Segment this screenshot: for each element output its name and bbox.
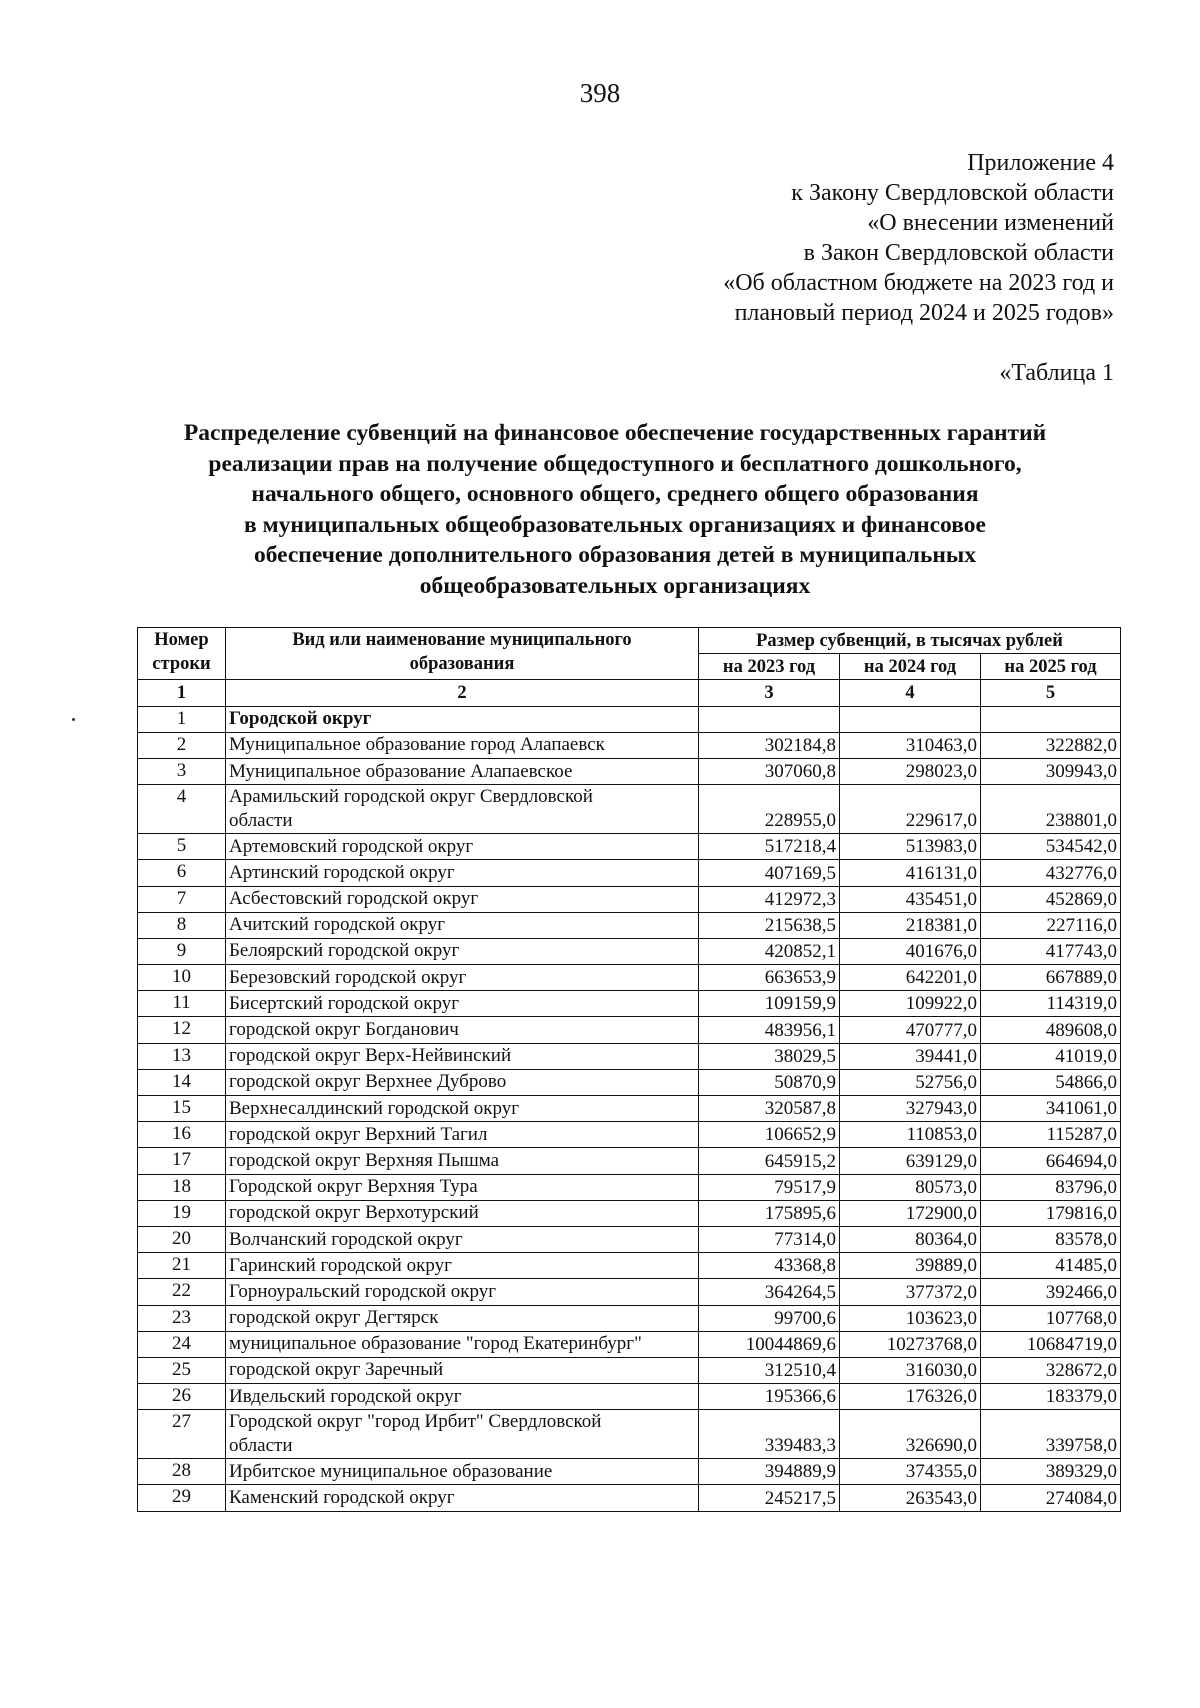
value-2024: 326690,0 — [840, 1410, 981, 1459]
document-title — [150, 418, 1080, 601]
value-2023: 364264,5 — [699, 1279, 840, 1305]
value-2023: 339483,3 — [699, 1410, 840, 1459]
value-2023: 50870,9 — [699, 1069, 840, 1095]
municipality-name — [226, 1043, 699, 1069]
column-number: 1 — [138, 680, 226, 706]
municipality-name — [226, 1069, 699, 1095]
value-2024: 374355,0 — [840, 1459, 981, 1485]
table-row — [138, 991, 1121, 1017]
table-row — [138, 732, 1121, 758]
row-number: 27 — [138, 1410, 226, 1459]
value-2024: 310463,0 — [840, 732, 981, 758]
row-number: 9 — [138, 938, 226, 964]
value-2025: 83796,0 — [981, 1174, 1121, 1200]
header-year-2024: на 2024 год — [840, 654, 981, 680]
value-2024: 218381,0 — [840, 912, 981, 938]
municipality-name-line: городской округ Дегтярск — [229, 1307, 439, 1329]
municipality-name-line: муниципальное образование "город Екатеринбург" — [229, 1333, 642, 1355]
table-header — [138, 628, 1121, 707]
value-2025: 274084,0 — [981, 1485, 1121, 1511]
value-2025 — [981, 706, 1121, 732]
appendix-reference — [723, 148, 1114, 328]
municipality-name-line: городской округ Верх-Нейвинский — [229, 1045, 512, 1067]
row-number: 29 — [138, 1485, 226, 1511]
value-2025: 115287,0 — [981, 1122, 1121, 1148]
municipality-name-line: области — [229, 1435, 293, 1457]
municipality-name-line: городской округ Богданович — [229, 1019, 459, 1041]
table-row — [138, 1279, 1121, 1305]
value-2025: 489608,0 — [981, 1017, 1121, 1043]
municipality-name-line: Артемовский городской округ — [229, 835, 474, 857]
municipality-name-line: Арамильский городской округ Свердловской — [229, 786, 593, 808]
municipality-name — [226, 1331, 699, 1357]
municipality-name — [226, 1122, 699, 1148]
value-2024: 470777,0 — [840, 1017, 981, 1043]
value-2024: 298023,0 — [840, 758, 981, 784]
value-2024: 172900,0 — [840, 1200, 981, 1226]
value-2023: 483956,1 — [699, 1017, 840, 1043]
value-2023: 215638,5 — [699, 912, 840, 938]
table-row — [138, 1174, 1121, 1200]
row-number: 19 — [138, 1200, 226, 1226]
table-row — [138, 1122, 1121, 1148]
title-line: обеспечение дополнительного образования детей в муниципальных — [253, 542, 977, 568]
value-2024: 39441,0 — [840, 1043, 981, 1069]
municipality-name — [226, 1305, 699, 1331]
appendix-line: в Закон Свердловской области — [803, 240, 1114, 266]
row-number: 26 — [138, 1384, 226, 1410]
row-number: 21 — [138, 1253, 226, 1279]
value-2025: 392466,0 — [981, 1279, 1121, 1305]
value-2023: 175895,6 — [699, 1200, 840, 1226]
row-number: 22 — [138, 1279, 226, 1305]
municipality-name-line: Ивдельский городской округ — [229, 1385, 462, 1407]
row-number: 7 — [138, 886, 226, 912]
row-number: 13 — [138, 1043, 226, 1069]
value-2024: 401676,0 — [840, 938, 981, 964]
table-row — [138, 1148, 1121, 1174]
value-2023: 10044869,6 — [699, 1331, 840, 1357]
table-row — [138, 834, 1121, 860]
municipality-name — [226, 1253, 699, 1279]
municipality-name — [226, 1200, 699, 1226]
municipality-name — [226, 785, 699, 834]
table-row — [138, 785, 1121, 834]
municipality-name — [226, 1410, 699, 1459]
municipality-name-line: Артинский городской округ — [229, 861, 455, 883]
value-2023: 77314,0 — [699, 1226, 840, 1252]
row-number: 4 — [138, 785, 226, 834]
municipality-name-line: городской округ Верхотурский — [229, 1202, 479, 1224]
column-number: 4 — [840, 680, 981, 706]
municipality-name-line: Асбестовский городской округ — [229, 888, 479, 910]
header-text: образования — [409, 654, 515, 674]
table-row — [138, 860, 1121, 886]
value-2023: 394889,9 — [699, 1459, 840, 1485]
value-2025: 664694,0 — [981, 1148, 1121, 1174]
row-number: 14 — [138, 1069, 226, 1095]
row-number: 16 — [138, 1122, 226, 1148]
value-2024: 513983,0 — [840, 834, 981, 860]
municipality-name — [226, 886, 699, 912]
column-number-row — [138, 680, 1121, 706]
value-2024: 10273768,0 — [840, 1331, 981, 1357]
value-2023: 245217,5 — [699, 1485, 840, 1511]
municipality-name-line: Каменский городской округ — [229, 1487, 455, 1509]
table-row — [138, 1253, 1121, 1279]
page-number: 398 — [579, 78, 621, 108]
value-2025: 328672,0 — [981, 1357, 1121, 1383]
value-2023: 407169,5 — [699, 860, 840, 886]
municipality-name — [226, 938, 699, 964]
row-number: 28 — [138, 1459, 226, 1485]
municipality-name-line: Городской округ Верхняя Тура — [229, 1176, 478, 1198]
row-number: 25 — [138, 1357, 226, 1383]
appendix-line: плановый период 2024 и 2025 годов» — [734, 300, 1114, 326]
municipality-name — [226, 1226, 699, 1252]
municipality-name — [226, 834, 699, 860]
value-2025: 452869,0 — [981, 886, 1121, 912]
municipality-name-line: Бисертский городской округ — [229, 992, 460, 1014]
header-subvention-size: Размер субвенций, в тысячах рублей — [699, 628, 1121, 654]
table-row — [138, 1485, 1121, 1511]
municipality-name — [226, 732, 699, 758]
municipality-name-line: Гаринский городской округ — [229, 1254, 452, 1276]
row-number: 1 — [138, 706, 226, 732]
value-2024: 103623,0 — [840, 1305, 981, 1331]
value-2025: 183379,0 — [981, 1384, 1121, 1410]
header-row-number — [138, 628, 226, 680]
municipality-name-line: городской округ Верхняя Пышма — [229, 1149, 500, 1171]
value-2025: 179816,0 — [981, 1200, 1121, 1226]
header-year-2025: на 2025 год — [981, 654, 1121, 680]
table-row — [138, 706, 1121, 732]
table-row — [138, 758, 1121, 784]
municipality-name-line: Волчанский городской округ — [229, 1228, 463, 1250]
row-number: 12 — [138, 1017, 226, 1043]
value-2024: 642201,0 — [840, 965, 981, 991]
municipality-name-line: Горноуральский городской округ — [229, 1280, 497, 1302]
municipality-name — [226, 1174, 699, 1200]
title-line: начального общего, основного общего, среднего общего образования — [251, 481, 979, 507]
municipality-name — [226, 1017, 699, 1043]
value-2023 — [699, 706, 840, 732]
column-number: 2 — [226, 680, 699, 706]
municipality-name — [226, 991, 699, 1017]
row-number: 5 — [138, 834, 226, 860]
municipality-name-line: Городской округ — [229, 708, 372, 730]
header-text: Номер — [154, 630, 209, 650]
row-number: 11 — [138, 991, 226, 1017]
row-number: 6 — [138, 860, 226, 886]
header-row — [138, 628, 1121, 654]
value-2025: 83578,0 — [981, 1226, 1121, 1252]
value-2023: 106652,9 — [699, 1122, 840, 1148]
row-number: 17 — [138, 1148, 226, 1174]
table-row — [138, 912, 1121, 938]
value-2023: 99700,6 — [699, 1305, 840, 1331]
municipality-name — [226, 1148, 699, 1174]
table-reference: «Таблица 1 — [999, 360, 1114, 386]
value-2024: 39889,0 — [840, 1253, 981, 1279]
row-number: 15 — [138, 1096, 226, 1122]
municipality-name-line: области — [229, 810, 293, 832]
municipality-name — [226, 1485, 699, 1511]
value-2024: 327943,0 — [840, 1096, 981, 1122]
column-number: 3 — [699, 680, 840, 706]
row-number: 10 — [138, 965, 226, 991]
value-2023: 195366,6 — [699, 1384, 840, 1410]
title-line: Распределение субвенций на финансовое обеспечение государственных гарантий — [183, 420, 1047, 446]
municipality-name-line: Верхнесалдинский городской округ — [229, 1097, 520, 1119]
column-number: 5 — [981, 680, 1121, 706]
value-2023: 320587,8 — [699, 1096, 840, 1122]
table-row — [138, 1410, 1121, 1459]
value-2023: 109159,9 — [699, 991, 840, 1017]
value-2024: 176326,0 — [840, 1384, 981, 1410]
value-2023: 307060,8 — [699, 758, 840, 784]
value-2024: 52756,0 — [840, 1069, 981, 1095]
value-2025: 107768,0 — [981, 1305, 1121, 1331]
title-line: в муниципальных общеобразовательных организациях и финансовое — [244, 511, 986, 538]
value-2023: 517218,4 — [699, 834, 840, 860]
value-2025: 238801,0 — [981, 785, 1121, 834]
header-text: Вид или наименование муниципального — [292, 630, 632, 650]
row-number: 23 — [138, 1305, 226, 1331]
row-number: 2 — [138, 732, 226, 758]
value-2025: 417743,0 — [981, 938, 1121, 964]
header-year-2023: на 2023 год — [699, 654, 840, 680]
value-2025: 432776,0 — [981, 860, 1121, 886]
table-row — [138, 1384, 1121, 1410]
value-2024: 316030,0 — [840, 1357, 981, 1383]
value-2025: 227116,0 — [981, 912, 1121, 938]
value-2025: 667889,0 — [981, 965, 1121, 991]
table-row — [138, 1357, 1121, 1383]
table-row — [138, 1305, 1121, 1331]
value-2025: 322882,0 — [981, 732, 1121, 758]
value-2024: 435451,0 — [840, 886, 981, 912]
municipality-name — [226, 912, 699, 938]
subvention-table — [137, 627, 1121, 1512]
value-2025: 341061,0 — [981, 1096, 1121, 1122]
municipality-name-line: Березовский городской округ — [229, 966, 467, 988]
municipality-name-line: Ачитский городской округ — [229, 914, 446, 936]
appendix-line: «Об областном бюджете на 2023 год и — [723, 270, 1114, 296]
municipality-name — [226, 1384, 699, 1410]
value-2025: 309943,0 — [981, 758, 1121, 784]
value-2023: 312510,4 — [699, 1357, 840, 1383]
value-2024 — [840, 706, 981, 732]
value-2025: 41485,0 — [981, 1253, 1121, 1279]
municipality-name-line: Ирбитское муниципальное образование — [229, 1460, 553, 1482]
table-row — [138, 1459, 1121, 1485]
municipality-name-line: городской округ Верхний Тагил — [229, 1123, 488, 1145]
municipality-name-line: Муниципальное образование город Алапаевск — [229, 734, 605, 756]
header-text: строки — [152, 654, 211, 674]
table-row — [138, 1226, 1121, 1252]
value-2025: 41019,0 — [981, 1043, 1121, 1069]
value-2023: 43368,8 — [699, 1253, 840, 1279]
row-number: 3 — [138, 758, 226, 784]
value-2024: 109922,0 — [840, 991, 981, 1017]
appendix-line: к Закону Свердловской области — [791, 180, 1114, 206]
table-row — [138, 1017, 1121, 1043]
municipality-name-line: городской округ Заречный — [229, 1359, 444, 1381]
value-2024: 377372,0 — [840, 1279, 981, 1305]
table-row — [138, 938, 1121, 964]
value-2025: 54866,0 — [981, 1069, 1121, 1095]
municipality-name-line: Городской округ "город Ирбит" Свердловской — [229, 1411, 602, 1433]
row-number: 20 — [138, 1226, 226, 1252]
value-2024: 80573,0 — [840, 1174, 981, 1200]
municipality-name — [226, 1279, 699, 1305]
value-2024: 229617,0 — [840, 785, 981, 834]
municipality-name-line: Муниципальное образование Алапаевское — [229, 760, 573, 782]
municipality-name — [226, 1459, 699, 1485]
value-2024: 110853,0 — [840, 1122, 981, 1148]
row-number: 24 — [138, 1331, 226, 1357]
value-2023: 420852,1 — [699, 938, 840, 964]
table-row — [138, 965, 1121, 991]
value-2023: 79517,9 — [699, 1174, 840, 1200]
value-2025: 389329,0 — [981, 1459, 1121, 1485]
value-2025: 534542,0 — [981, 834, 1121, 860]
municipality-name-line: городской округ Верхнее Дуброво — [229, 1071, 507, 1093]
value-2025: 10684719,0 — [981, 1331, 1121, 1357]
table-row — [138, 1331, 1121, 1357]
value-2024: 639129,0 — [840, 1148, 981, 1174]
row-number: 8 — [138, 912, 226, 938]
municipality-name — [226, 860, 699, 886]
municipality-name-line: Белоярский городской округ — [229, 940, 460, 962]
appendix-line: «О внесении изменений — [867, 210, 1114, 236]
table-row — [138, 1069, 1121, 1095]
value-2024: 416131,0 — [840, 860, 981, 886]
value-2023: 645915,2 — [699, 1148, 840, 1174]
table-row — [138, 886, 1121, 912]
title-line: реализации прав на получение общедоступного и бесплатного дошкольного, — [208, 450, 1022, 477]
row-number: 18 — [138, 1174, 226, 1200]
value-2025: 339758,0 — [981, 1410, 1121, 1459]
header-municipality — [226, 628, 699, 680]
value-2024: 263543,0 — [840, 1485, 981, 1511]
title-line: общеобразовательных организациях — [419, 572, 811, 599]
value-2025: 114319,0 — [981, 991, 1121, 1017]
value-2023: 302184,8 — [699, 732, 840, 758]
municipality-name — [226, 758, 699, 784]
table-body — [138, 706, 1121, 1511]
appendix-line: Приложение 4 — [967, 150, 1114, 176]
value-2023: 412972,3 — [699, 886, 840, 912]
municipality-name — [226, 1096, 699, 1122]
value-2023: 663653,9 — [699, 965, 840, 991]
municipality-name — [226, 1357, 699, 1383]
value-2024: 80364,0 — [840, 1226, 981, 1252]
value-2023: 228955,0 — [699, 785, 840, 834]
table-row — [138, 1096, 1121, 1122]
table-row — [138, 1043, 1121, 1069]
table-row — [138, 1200, 1121, 1226]
scan-speck — [72, 718, 75, 721]
municipality-name — [226, 965, 699, 991]
municipality-name — [226, 706, 699, 732]
value-2023: 38029,5 — [699, 1043, 840, 1069]
